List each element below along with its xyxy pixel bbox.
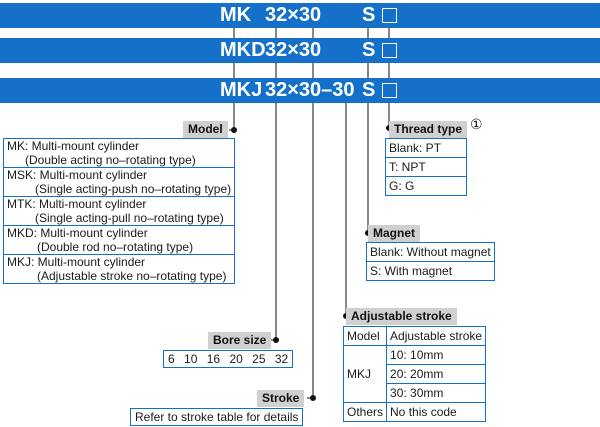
model-table xyxy=(3,138,235,284)
adjustable-stroke-others: Others xyxy=(344,403,387,422)
code-bore-stroke: 32×30 xyxy=(265,4,322,26)
model-item-name: MSK: Multi-mount cylinder xyxy=(7,168,148,182)
adjustable-stroke-label: Adjustable stroke xyxy=(346,308,457,325)
code-suffix: S xyxy=(362,79,376,101)
stroke-table xyxy=(130,408,303,426)
adjustable-stroke-value: 30: 30mm xyxy=(387,384,486,403)
adjustable-stroke-header: Adjustable stroke xyxy=(387,327,486,346)
bore-size-value: 20 xyxy=(229,352,243,366)
thread-type-option: Blank: PT xyxy=(386,139,467,158)
model-item-desc: (Double acting no–rotating type) xyxy=(25,153,196,167)
thread-type-label: Thread type xyxy=(389,121,467,138)
adjustable-stroke-value: 20: 20mm xyxy=(387,365,486,384)
model-row xyxy=(4,168,235,197)
bore-size-table xyxy=(163,350,293,368)
model-item-desc: (Single acting-pull no–rotating type) xyxy=(35,211,224,225)
adjustable-stroke-value: 10: 10mm xyxy=(387,346,486,365)
stroke-note: Refer to stroke table for details xyxy=(131,409,303,426)
code-bore-stroke: 32×30 xyxy=(265,39,322,61)
thread-type-option: G: G xyxy=(386,177,467,196)
code-prefix: MKJ xyxy=(220,79,263,101)
bore-size-label: Bore size xyxy=(208,332,271,349)
magnet-label: Magnet xyxy=(368,225,420,242)
thread-type-option: T: NPT xyxy=(386,158,467,177)
adjustable-stroke-others-value: No this code xyxy=(387,403,486,422)
code-bore-stroke: 32×30–30 xyxy=(265,79,355,101)
code-prefix: MK xyxy=(220,4,252,26)
model-row xyxy=(4,255,235,284)
option-box xyxy=(382,8,397,23)
code-suffix: S xyxy=(362,4,376,26)
bore-size-value: 10 xyxy=(184,352,198,366)
magnet-option: S: With magnet xyxy=(367,262,495,281)
model-row xyxy=(4,197,235,226)
model-label: Model xyxy=(183,121,228,138)
model-item-desc: (Double rod no–rotating type) xyxy=(37,240,194,254)
model-item-name: MTK: Multi-mount cylinder xyxy=(7,197,147,211)
bore-size-value: 32 xyxy=(274,352,289,366)
adjustable-stroke-table xyxy=(343,326,486,422)
adjustable-stroke-header: Model xyxy=(344,327,387,346)
magnet-table xyxy=(366,242,495,281)
model-row xyxy=(4,226,235,255)
bore-size-value: 16 xyxy=(206,352,221,366)
option-box xyxy=(382,43,397,58)
model-item-name: MKD: Multi-mount cylinder xyxy=(7,226,148,240)
bore-size-value: 25 xyxy=(252,352,266,366)
thread-type-table xyxy=(385,138,467,196)
model-row xyxy=(4,139,235,168)
model-item-desc: (Adjustable stroke no–rotating type) xyxy=(37,269,227,283)
thread-type-note: ① xyxy=(470,116,483,132)
model-item-name: MKJ: Multi-mount cylinder xyxy=(7,255,146,269)
magnet-option: Blank: Without magnet xyxy=(367,243,495,262)
stroke-label: Stroke xyxy=(257,390,304,407)
adjustable-stroke-model: MKJ xyxy=(344,346,387,403)
bore-size-value: 6 xyxy=(168,352,175,366)
model-item-name: MK: Multi-mount cylinder xyxy=(7,139,140,153)
code-suffix: S xyxy=(362,39,376,61)
code-prefix: MKD xyxy=(220,39,266,61)
option-box xyxy=(382,83,397,98)
model-item-desc: (Single acting-push no–rotating type) xyxy=(35,182,232,196)
